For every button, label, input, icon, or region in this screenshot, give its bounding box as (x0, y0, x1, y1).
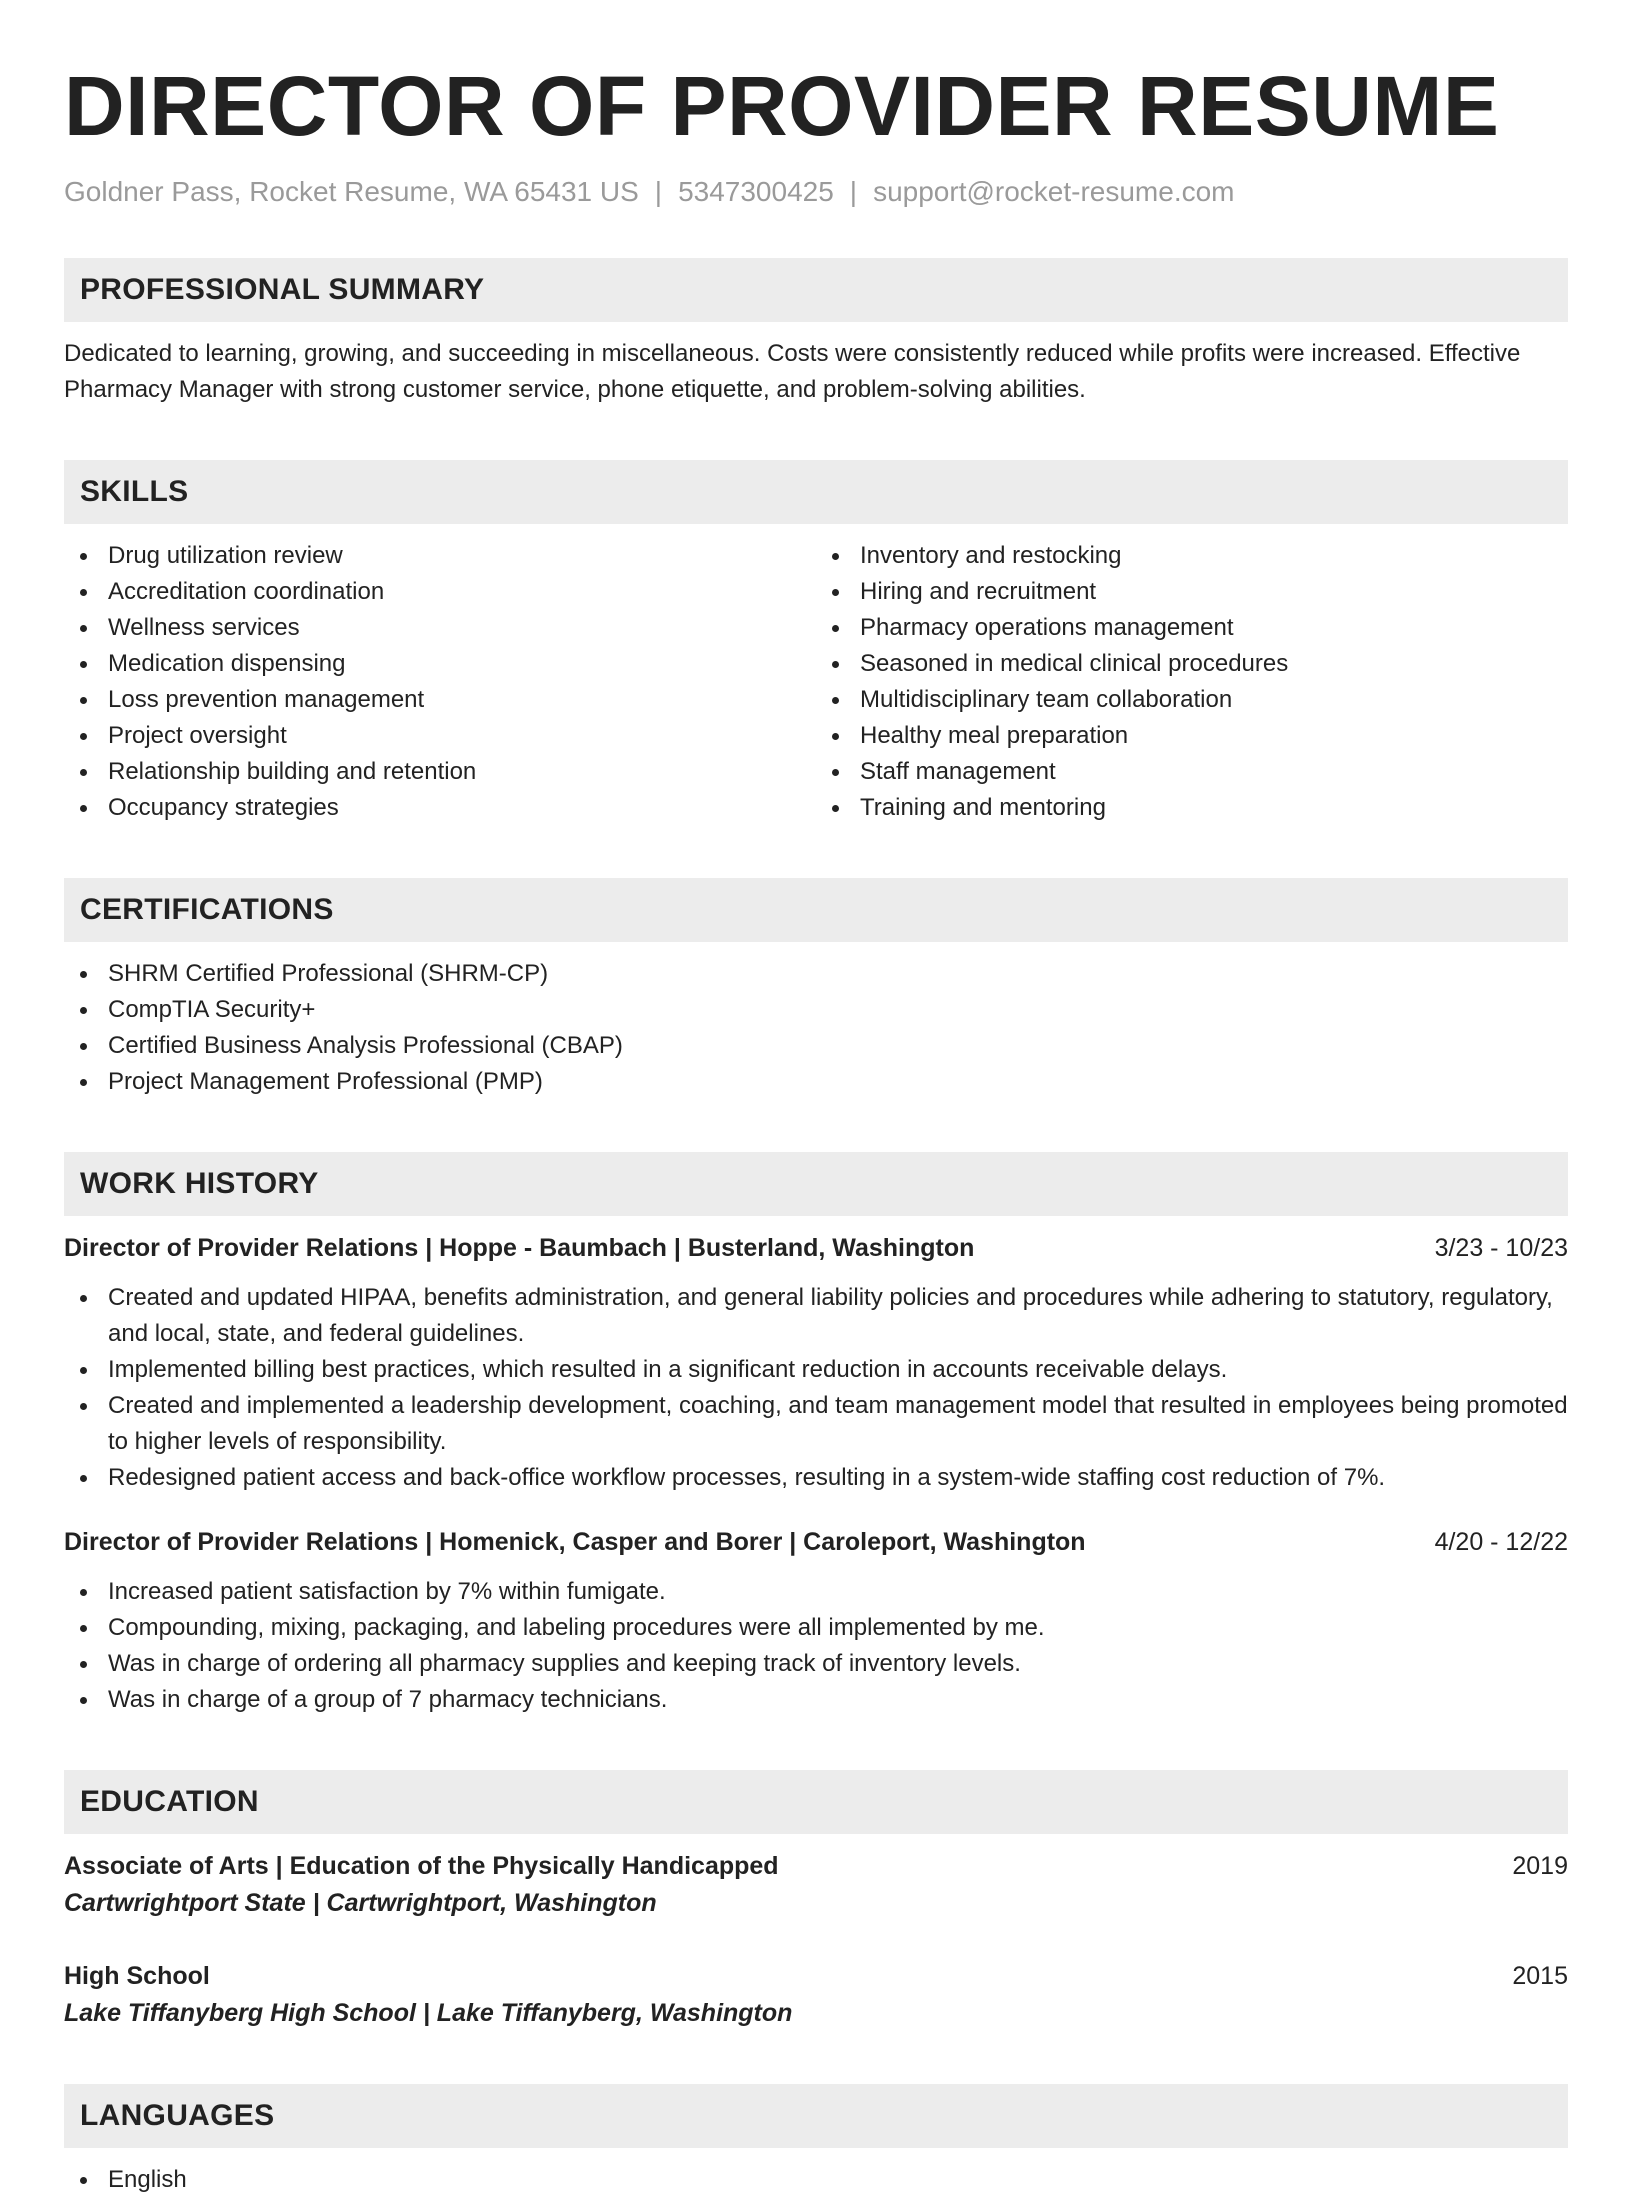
bullet-icon (80, 553, 87, 560)
certification-item (64, 1064, 1568, 1100)
bullet-icon (832, 697, 839, 704)
job-entry (64, 1524, 1568, 1718)
bullet-icon (80, 697, 87, 704)
job-bullet-text: Compounding, mixing, packaging, and labeling procedures were all implemented by me. (108, 1614, 1045, 1641)
certification-text: Certified Business Analysis Professional (CBAP) (108, 1032, 623, 1059)
skills-list-right (816, 538, 1568, 826)
resume-title: DIRECTOR OF PROVIDER RESUME (64, 59, 1500, 153)
contact-email: support@rocket-resume.com (873, 176, 1235, 207)
certifications-body (64, 956, 1568, 1100)
job-bullet (64, 1682, 1568, 1718)
skill-text: Inventory and restocking (860, 542, 1122, 569)
bullet-icon (80, 625, 87, 632)
skill-text: Hiring and recruitment (860, 578, 1097, 605)
job-bullet-text: Was in charge of ordering all pharmacy supplies and keeping track of inventory levels. (108, 1650, 1021, 1677)
bullet-icon (80, 805, 87, 812)
job-bullets (64, 1280, 1568, 1496)
certification-item (64, 956, 1568, 992)
bullet-icon (80, 971, 87, 978)
bullet-icon (80, 769, 87, 776)
bullet-icon (832, 625, 839, 632)
skill-text: Training and mentoring (860, 794, 1106, 821)
work-history-body (64, 1230, 1568, 1718)
education-degree: Associate of Arts | Education of the Physically Handicapped (64, 1852, 779, 1880)
certification-text: Project Management Professional (PMP) (108, 1068, 543, 1095)
job-bullet (64, 1574, 1568, 1610)
job-bullet (64, 1610, 1568, 1646)
skill-text: Staff management (860, 758, 1056, 785)
skill-text: Wellness services (108, 614, 300, 641)
certification-item (64, 992, 1568, 1028)
certifications-heading: CERTIFICATIONS (64, 878, 1568, 942)
skill-text: Pharmacy operations management (860, 614, 1234, 641)
contact-address: Goldner Pass, Rocket Resume, WA 65431 US (64, 176, 639, 207)
skill-text: Project oversight (108, 722, 287, 749)
job-header (64, 1230, 1568, 1266)
skill-item (64, 646, 816, 682)
education-heading: EDUCATION (64, 1770, 1568, 1834)
skill-item (64, 610, 816, 646)
bullet-icon (832, 553, 839, 560)
bullet-icon (80, 1625, 87, 1632)
skill-text: Medication dispensing (108, 650, 346, 677)
education-school: Lake Tiffanyberg High School | Lake Tiffanyberg, Washington (64, 1999, 793, 2027)
bullet-icon (80, 1367, 87, 1374)
job-bullet (64, 1352, 1568, 1388)
skill-item (816, 718, 1568, 754)
job-header (64, 1524, 1568, 1560)
job-bullet-text: Increased patient satisfaction by 7% within fumigate. (108, 1578, 666, 1605)
job-dates: 3/23 - 10/23 (1434, 1234, 1568, 1262)
education-year: 2019 (1512, 1852, 1568, 1880)
bullet-icon (80, 1475, 87, 1482)
languages-section (64, 2084, 1568, 2198)
bullet-icon (832, 805, 839, 812)
skill-text: Relationship building and retention (108, 758, 477, 785)
job-bullet (64, 1388, 1568, 1460)
education-body (64, 1848, 1568, 2032)
certifications-section (64, 878, 1568, 1100)
contact-phone: 5347300425 (678, 176, 834, 207)
job-title: Director of Provider Relations | Homenick, Casper and Borer | Caroleport, Washington (64, 1528, 1086, 1556)
bullet-icon (80, 1007, 87, 1014)
job-bullet-text: Was in charge of a group of 7 pharmacy technicians. (108, 1686, 668, 1713)
education-school: Cartwrightport State | Cartwrightport, Washington (64, 1889, 657, 1917)
skill-text: Loss prevention management (108, 686, 425, 713)
job-title: Director of Provider Relations | Hoppe - Baumbach | Busterland, Washington (64, 1234, 975, 1262)
bullet-icon (80, 1403, 87, 1410)
education-entry (64, 1958, 1568, 2032)
bullet-icon (80, 2177, 87, 2184)
skill-item (64, 574, 816, 610)
bullet-icon (832, 769, 839, 776)
languages-heading: LANGUAGES (64, 2084, 1568, 2148)
certifications-list (64, 956, 1568, 1100)
job-entry (64, 1230, 1568, 1496)
skill-item (816, 646, 1568, 682)
bullet-icon (80, 589, 87, 596)
skills-columns (64, 538, 1568, 826)
skills-heading: SKILLS (64, 460, 1568, 524)
skills-section (64, 460, 1568, 826)
summary-section (64, 258, 1568, 408)
languages-list (64, 2162, 1568, 2198)
language-text: English (108, 2166, 187, 2193)
job-bullet (64, 1646, 1568, 1682)
skill-item (64, 718, 816, 754)
summary-text: Dedicated to learning, growing, and succeeding in miscellaneous. Costs were consistently reduced while profits were increased. Effective Pharmacy Manager with strong customer service, phone etiquette, and problem-solving abilities. (64, 340, 1521, 403)
skills-list-left (64, 538, 816, 826)
education-header (64, 1848, 1568, 1884)
bullet-icon (80, 733, 87, 740)
skill-item (64, 790, 816, 826)
certification-text: CompTIA Security+ (108, 996, 316, 1023)
skill-item (816, 790, 1568, 826)
education-year: 2015 (1512, 1962, 1568, 1990)
skill-item (64, 754, 816, 790)
work-history-heading: WORK HISTORY (64, 1152, 1568, 1216)
bullet-icon (80, 661, 87, 668)
languages-body (64, 2162, 1568, 2198)
skill-item (816, 754, 1568, 790)
skill-item (816, 610, 1568, 646)
job-bullet-text: Created and updated HIPAA, benefits administration, and general liability policies and procedures while adhering to statutory, regulatory, and local, state, and federal guidelines. (108, 1284, 1553, 1347)
job-bullets (64, 1574, 1568, 1718)
skill-item (816, 538, 1568, 574)
bullet-icon (80, 1589, 87, 1596)
job-bullet-text: Created and implemented a leadership development, coaching, and team management model that resulted in employees being promoted to higher levels of responsibility. (108, 1392, 1568, 1455)
job-bullet-text: Implemented billing best practices, which resulted in a significant reduction in accounts receivable delays. (108, 1356, 1228, 1383)
bullet-icon (80, 1043, 87, 1050)
skill-text: Drug utilization review (108, 542, 343, 569)
bullet-icon (832, 733, 839, 740)
contact-separator: | (849, 176, 858, 207)
skill-text: Seasoned in medical clinical procedures (860, 650, 1289, 677)
skill-item (64, 538, 816, 574)
skill-text: Occupancy strategies (108, 794, 339, 821)
summary-heading: PROFESSIONAL SUMMARY (64, 258, 1568, 322)
skill-item (816, 682, 1568, 718)
education-section (64, 1770, 1568, 2032)
bullet-icon (832, 589, 839, 596)
education-entry (64, 1848, 1568, 1922)
job-dates: 4/20 - 12/22 (1434, 1528, 1568, 1556)
job-bullet (64, 1280, 1568, 1352)
bullet-icon (80, 1661, 87, 1668)
bullet-icon (80, 1079, 87, 1086)
skill-text: Accreditation coordination (108, 578, 385, 605)
language-item (64, 2162, 1568, 2198)
job-bullet-text: Redesigned patient access and back-office workflow processes, resulting in a system-wide staffing cost reduction of 7%. (108, 1464, 1386, 1491)
bullet-icon (80, 1697, 87, 1704)
contact-separator: | (654, 176, 663, 207)
certification-item (64, 1028, 1568, 1064)
education-degree: High School (64, 1962, 210, 1990)
skill-item (64, 682, 816, 718)
skill-item (816, 574, 1568, 610)
summary-body (64, 336, 1568, 408)
bullet-icon (832, 661, 839, 668)
work-history-section (64, 1152, 1568, 1718)
job-bullet (64, 1460, 1568, 1496)
certification-text: SHRM Certified Professional (SHRM-CP) (108, 960, 549, 987)
education-header (64, 1958, 1568, 1994)
contact-line (64, 174, 1568, 210)
skill-text: Multidisciplinary team collaboration (860, 686, 1233, 713)
skill-text: Healthy meal preparation (860, 722, 1129, 749)
bullet-icon (80, 1295, 87, 1302)
